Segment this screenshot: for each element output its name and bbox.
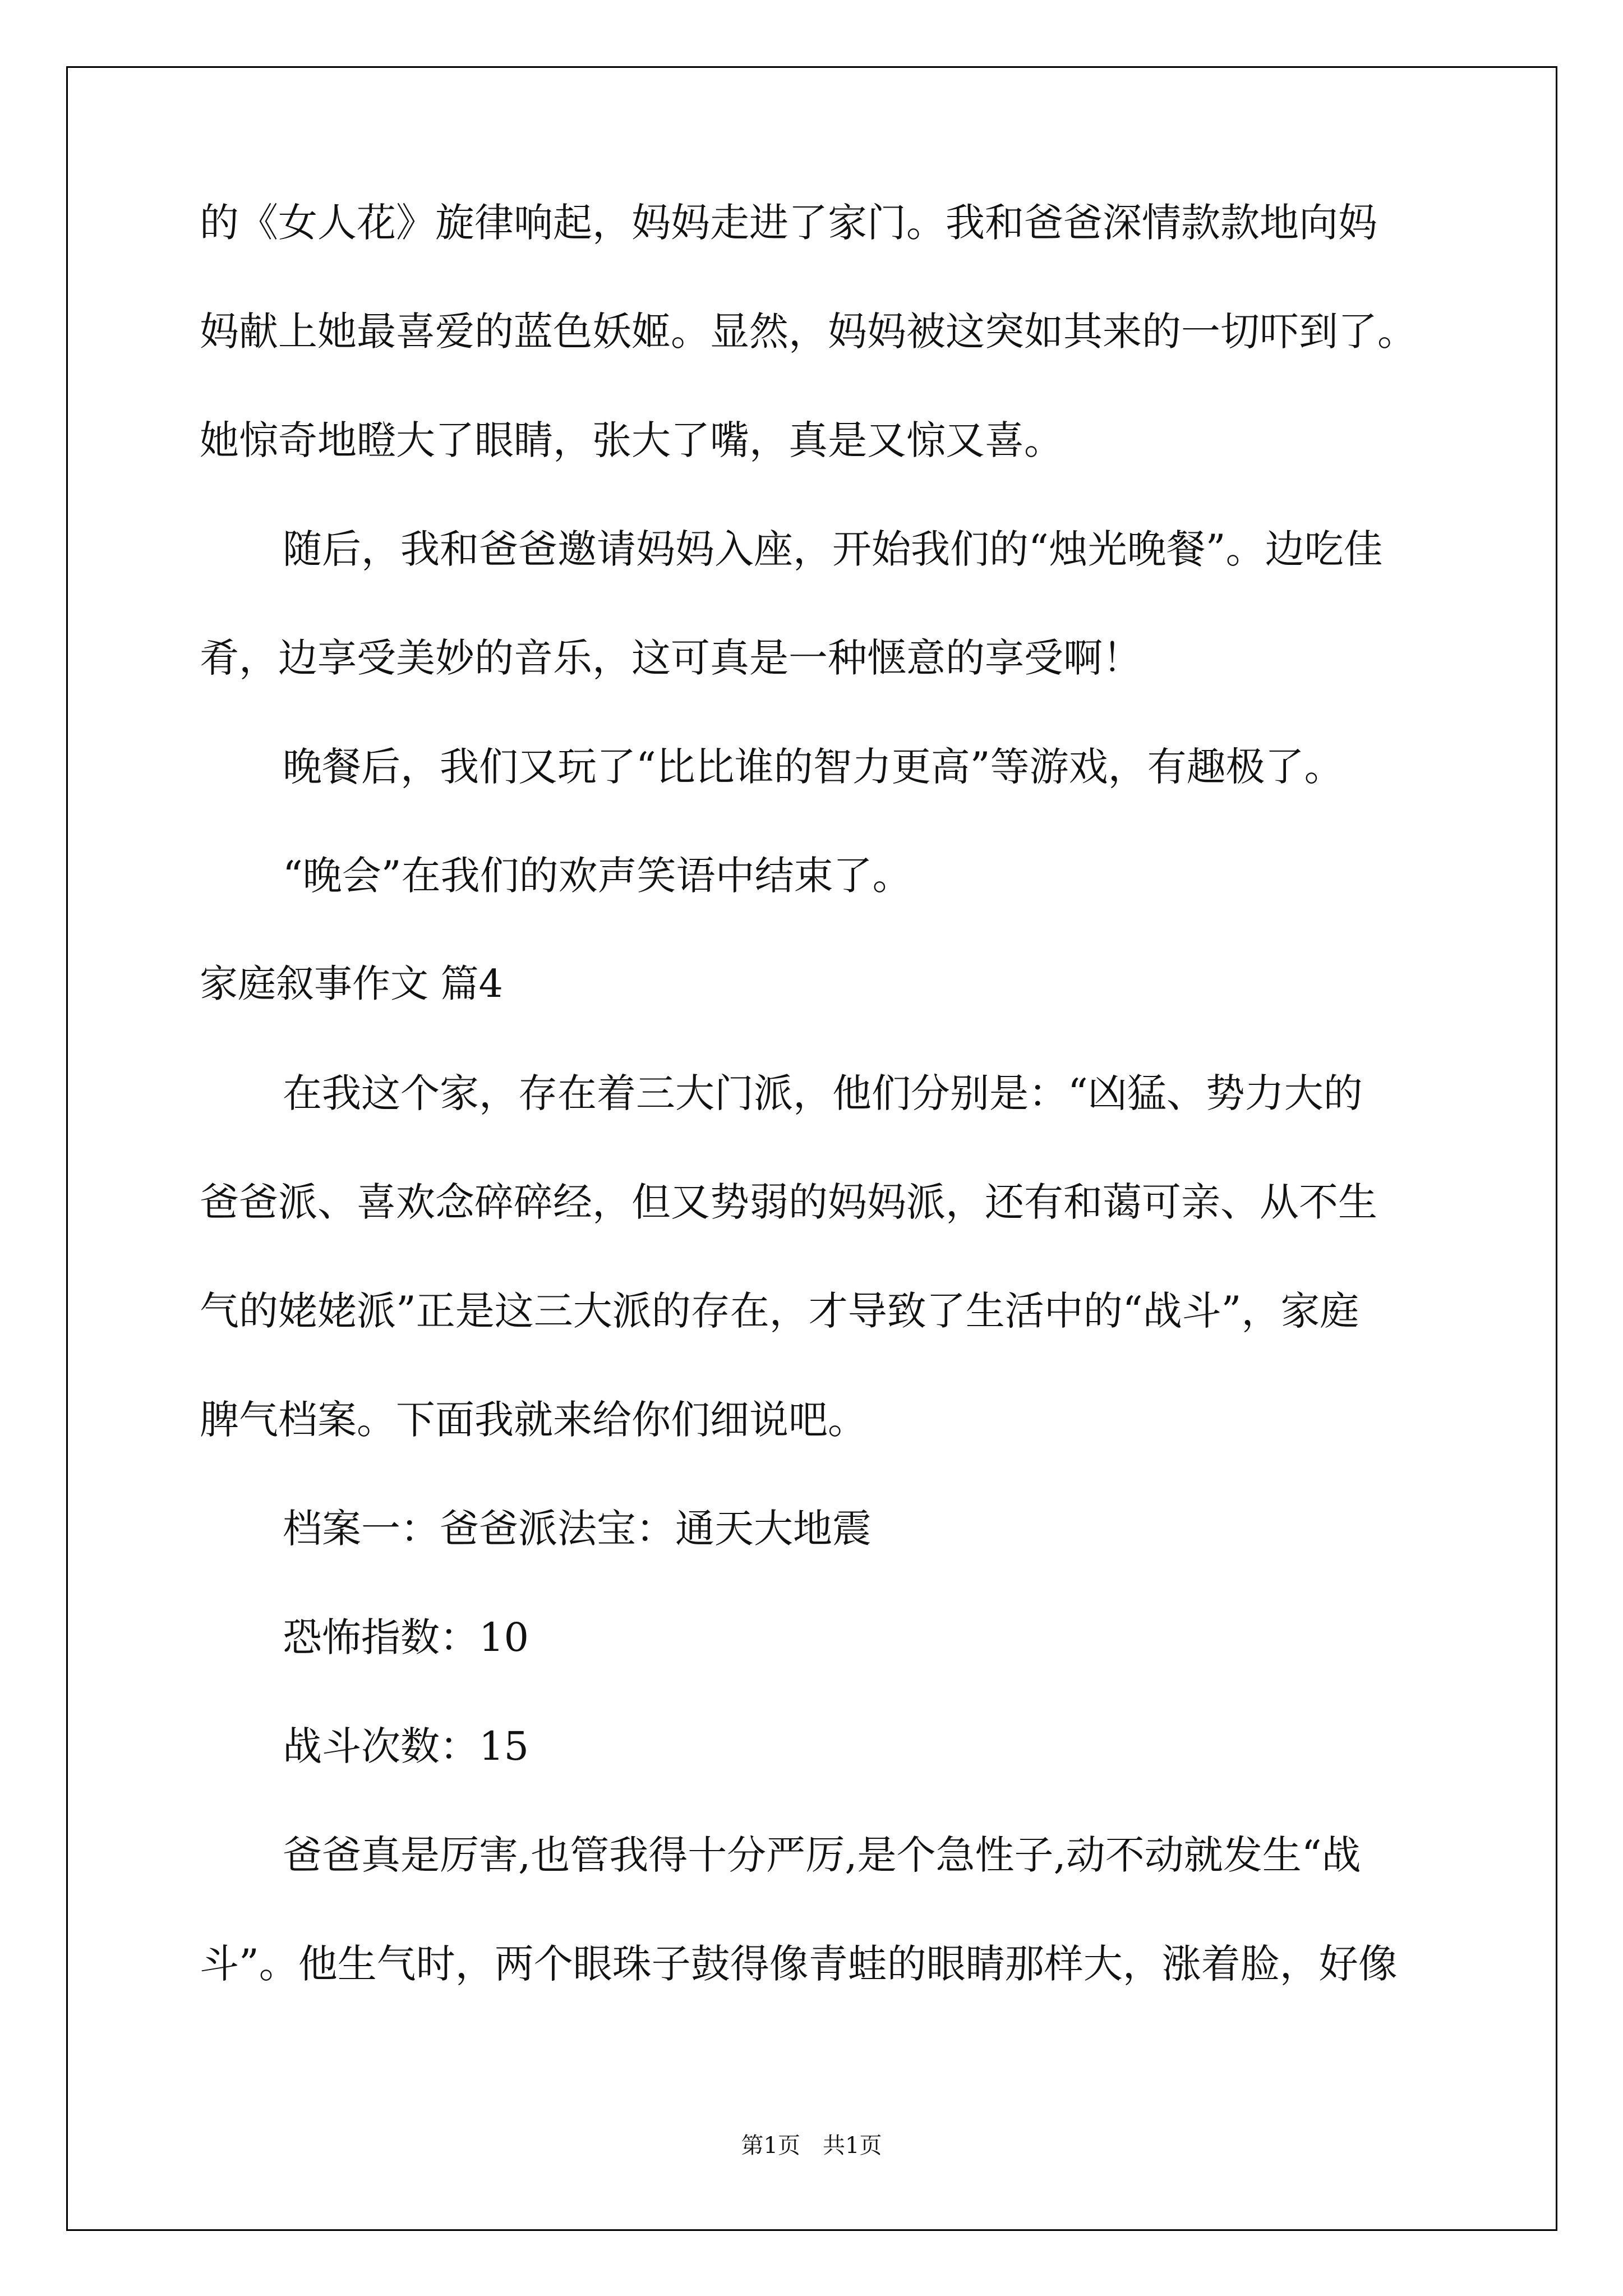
text-line: 爸爸真是厉害,也管我得十分严厉,是个急性子,动不动就发生“战 xyxy=(283,1832,1361,1878)
text-line: 脾气档案。下面我就来给你们细说吧。 xyxy=(200,1397,867,1443)
text-line: 的《女人花》旋律响起，妈妈走进了家门。我和爸爸深情款款地向妈 xyxy=(200,200,1377,246)
text-line: 气的姥姥派”正是这三大派的存在，才导致了生活中的“战斗”，家庭 xyxy=(200,1288,1359,1334)
text-line: 斗”。他生气时，两个眼珠子鼓得像青蛙的眼睛那样大，涨着脸，好像 xyxy=(200,1941,1398,1987)
text-line: 恐怖指数：10 xyxy=(283,1614,529,1660)
text-line: 妈献上她最喜爱的蓝色妖姬。显然，妈妈被这突如其来的一切吓到了。 xyxy=(200,309,1417,355)
text-line: 档案一：爸爸派法宝：通天大地震 xyxy=(283,1506,872,1552)
text-line: 晚餐后，我们又玩了“比比谁的智力更高”等游戏，有趣极了。 xyxy=(283,744,1344,790)
section-heading: 家庭叙事作文 篇4 xyxy=(200,962,503,1006)
text-line: “晚会”在我们的欢声笑语中结束了。 xyxy=(283,853,912,899)
text-line: 战斗次数：15 xyxy=(283,1723,529,1769)
text-line: 肴，边享受美妙的音乐，这可真是一种惬意的享受啊！ xyxy=(200,635,1142,681)
text-line: 爸爸派、喜欢念碎碎经，但又势弱的妈妈派，还有和蔼可亲、从不生 xyxy=(200,1179,1377,1225)
text-line: 她惊奇地瞪大了眼睛，张大了嘴，真是又惊又喜。 xyxy=(200,417,1063,463)
page-footer: 第1页 共1页 xyxy=(741,2133,882,2159)
text-line: 随后，我和爸爸邀请妈妈入座，开始我们的“烛光晚餐”。边吃佳 xyxy=(283,526,1383,572)
text-line: 在我这个家，存在着三大门派，他们分别是：“凶猛、势力大的 xyxy=(283,1070,1363,1116)
document-body xyxy=(200,168,1456,2018)
